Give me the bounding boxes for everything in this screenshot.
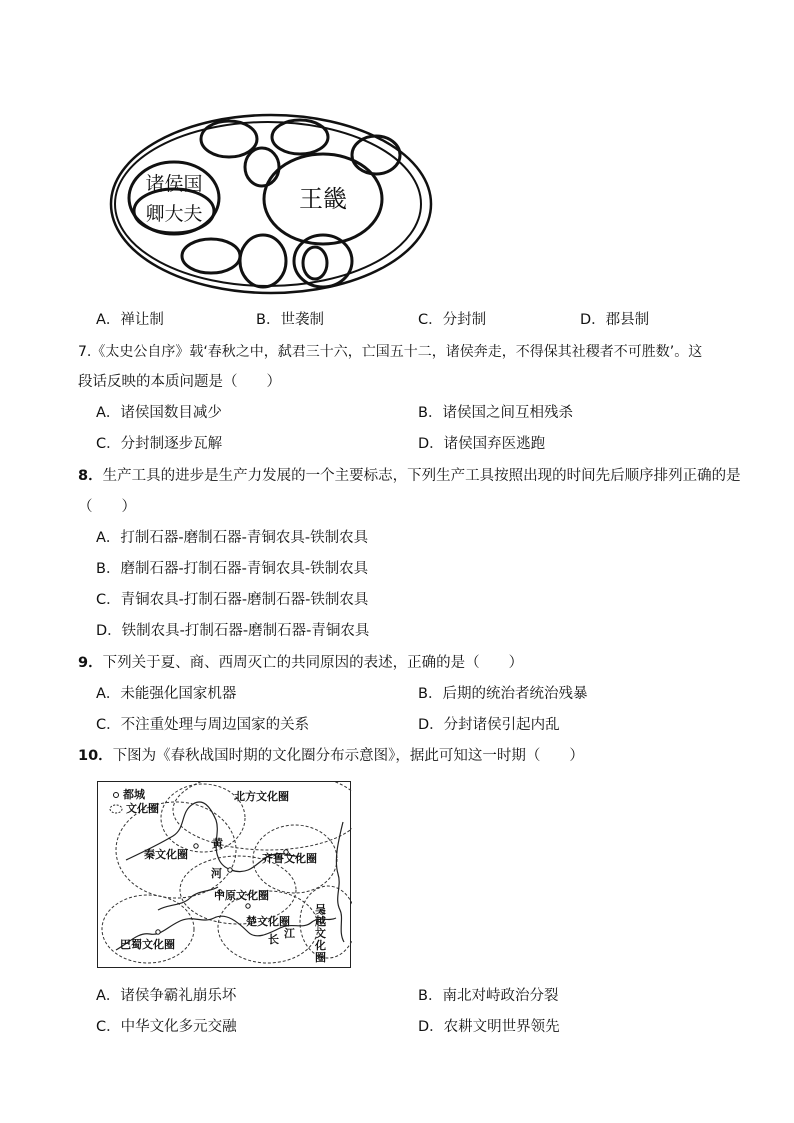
fengjian-diagram [108, 112, 434, 296]
q9-stem-text: 下列关于夏、商、西周灭亡的共同原因的表述，正确的是（ ） [102, 655, 524, 671]
bashu-circle-label: 巴蜀文化圈 [120, 938, 175, 951]
q7-stem-line1: 7.《太史公自序》载‘春秋之中，弑君三十六，亡国五十二，诸侯奔走，不得保其社稷者不可胜数’。这 [78, 344, 703, 360]
capital-city-marker [228, 868, 232, 872]
q6-option-d[interactable]: D．郡县制 [580, 312, 650, 328]
q7-option-d[interactable]: D．诸侯国弃医逃跑 [418, 436, 546, 452]
q9-option-b[interactable]: B．后期的统治者统治残暴 [418, 686, 588, 702]
legend-circle-label: 文化圈 [126, 802, 159, 815]
q10-option-b[interactable]: B．南北对峙政治分裂 [418, 988, 559, 1004]
q7-option-b[interactable]: B．诸侯国之间互相残杀 [418, 405, 573, 421]
q9-option-d[interactable]: D．分封诸侯引起内乱 [418, 717, 560, 733]
q9-number: 9． [78, 655, 103, 671]
vassal-state-ellipse [303, 247, 327, 279]
qingdafu-label: 卿大夫 [145, 203, 203, 225]
q10-option-a[interactable]: A．诸侯争霸礼崩乐坏 [96, 988, 237, 1004]
qilu-circle-label: 齐鲁文化圈 [262, 852, 317, 865]
q8-stem-text: 生产工具的进步是生产力发展的一个主要标志，下列生产工具按照出现的时间先后顺序排列正确的是 [102, 468, 741, 484]
q10-stem-text: 下图为《春秋战国时期的文化圈分布示意图》，据此可知这一时期（ ） [112, 748, 584, 764]
q10-option-d[interactable]: D．农耕文明世界领先 [418, 1019, 560, 1035]
q8-stem-line1 [78, 466, 741, 486]
he-label: 河 [211, 867, 222, 880]
wangji-label: 王畿 [299, 185, 347, 213]
north-circle-label: 北方文化圈 [234, 790, 289, 803]
jiang-label: 江 [284, 927, 295, 940]
legend-circle-marker [110, 805, 122, 813]
q10-number: 10． [78, 748, 113, 764]
culture-circle-map [97, 781, 351, 968]
vassal-state-ellipse [201, 121, 257, 157]
q7-option-c[interactable]: C．分封制逐步瓦解 [96, 436, 223, 452]
legend-city-label: 都城 [123, 788, 145, 801]
capital-city-marker [246, 904, 250, 908]
q6-option-b[interactable]: B．世袭制 [256, 312, 324, 328]
q8-number: 8． [78, 468, 103, 484]
q6-option-a[interactable]: A．禅让制 [96, 312, 164, 328]
q7-option-a[interactable]: A．诸侯国数目减少 [96, 405, 222, 421]
q8-stem-line2: （ ） [78, 499, 136, 515]
fengjian-diagram-svg [108, 112, 434, 296]
q6-option-c[interactable]: C．分封制 [418, 312, 487, 328]
chu-circle-label: 楚文化圈 [246, 915, 290, 928]
q8-option-d[interactable]: D．铁制农具-打制石器-磨制石器-青铜农具 [96, 623, 370, 639]
zhuhou-label: 诸侯国 [145, 173, 203, 195]
chang-label: 长 [268, 933, 279, 946]
q8-option-b[interactable]: B．磨制石器-打制石器-青铜农具-铁制农具 [96, 561, 369, 577]
vassal-state-ellipse [245, 148, 279, 186]
bashu-circle [102, 895, 194, 963]
q9-option-c[interactable]: C．不注重处理与周边国家的关系 [96, 717, 310, 733]
qin-circle-label: 秦文化圈 [144, 848, 188, 861]
vassal-state-ellipse [182, 239, 240, 273]
vassal-state-ellipse [352, 136, 400, 174]
legend-city-marker [114, 793, 119, 798]
q8-option-a[interactable]: A．打制石器-磨制石器-青铜农具-铁制农具 [96, 530, 369, 546]
q10-stem [78, 746, 584, 766]
coastline-path [336, 822, 344, 942]
huang-label: 黄 [212, 837, 223, 850]
zhongyuan-circle-label: 中原文化圈 [214, 889, 269, 902]
capital-city-marker [156, 930, 160, 934]
capital-city-marker [194, 844, 198, 848]
vassal-state-ellipse [272, 120, 328, 154]
wuyue-circle-label: 吴越文化圈 [315, 903, 326, 964]
wuyue-circle [300, 886, 352, 958]
q9-option-a[interactable]: A．未能强化国家机器 [96, 686, 237, 702]
q9-stem [78, 653, 523, 673]
q8-option-c[interactable]: C．青铜农具-打制石器-磨制石器-铁制农具 [96, 592, 369, 608]
upper-circle [161, 784, 245, 852]
q7-stem-line2: 段话反映的本质问题是（ ） [78, 374, 281, 390]
vassal-state-ellipse [240, 235, 286, 287]
q10-option-c[interactable]: C．中华文化多元交融 [96, 1019, 237, 1035]
